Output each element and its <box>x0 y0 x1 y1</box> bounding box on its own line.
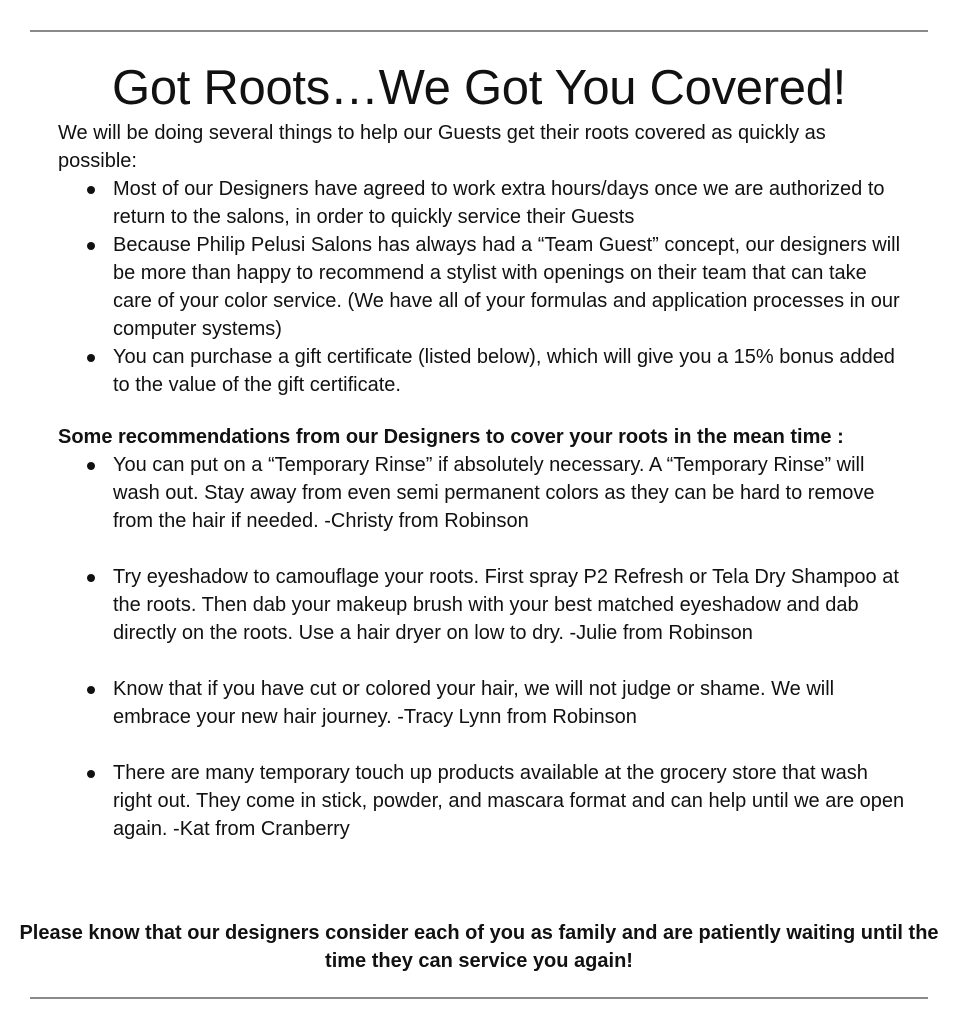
recommendations-list <box>58 451 908 843</box>
top-divider <box>30 30 928 32</box>
bullet-icon <box>87 770 95 778</box>
list-item: There are many temporary touch up products available at the grocery store that wash right out. They come in stick, powder, and mascara format and can help until we are open again. -Kat from Cranberry <box>58 759 908 843</box>
intro-list <box>58 175 908 399</box>
page-title: Got Roots…We Got You Covered! <box>112 61 846 115</box>
bullet-icon <box>87 686 95 694</box>
closing-message: Please know that our designers consider each of you as family and are patiently waiting until the time they can service you again! <box>19 922 939 972</box>
section-heading: Some recommendations from our Designers to cover your roots in the mean time : <box>58 426 844 448</box>
recommendations-section <box>58 423 908 843</box>
list-item: Most of our Designers have agreed to work extra hours/days once we are authorized to return to the salons, in order to quickly service their Guests <box>58 175 908 231</box>
list-item: Know that if you have cut or colored your hair, we will not judge or shame. We will embrace your new hair journey. -Tracy Lynn from Robinson <box>58 675 908 731</box>
bullet-icon <box>87 354 95 362</box>
list-item: You can put on a “Temporary Rinse” if absolutely necessary. A “Temporary Rinse” will wash out. Stay away from even semi permanent colors as they can be hard to remove from the hair if needed. -Christy from Robinson <box>58 451 908 535</box>
bullet-icon <box>87 462 95 470</box>
bottom-divider <box>30 997 928 999</box>
bullet-icon <box>87 242 95 250</box>
bullet-icon <box>87 574 95 582</box>
intro-text: We will be doing several things to help our Guests get their roots covered as quickly as possible: <box>58 122 826 172</box>
bullet-icon <box>87 186 95 194</box>
intro-section <box>58 119 908 399</box>
list-item: Try eyeshadow to camouflage your roots. First spray P2 Refresh or Tela Dry Shampoo at the roots. Then dab your makeup brush with your best matched eyeshadow and dab directly on the roots. Use a hair dryer on low to dry. -Julie from Robinson <box>58 563 908 647</box>
list-item: You can purchase a gift certificate (listed below), which will give you a 15% bonus added to the value of the gift certificate. <box>58 343 908 399</box>
list-item: Because Philip Pelusi Salons has always had a “Team Guest” concept, our designers will be more than happy to recommend a stylist with openings on their team that can take care of your color service. (We have all of your formulas and application processes in our computer systems) <box>58 231 908 343</box>
